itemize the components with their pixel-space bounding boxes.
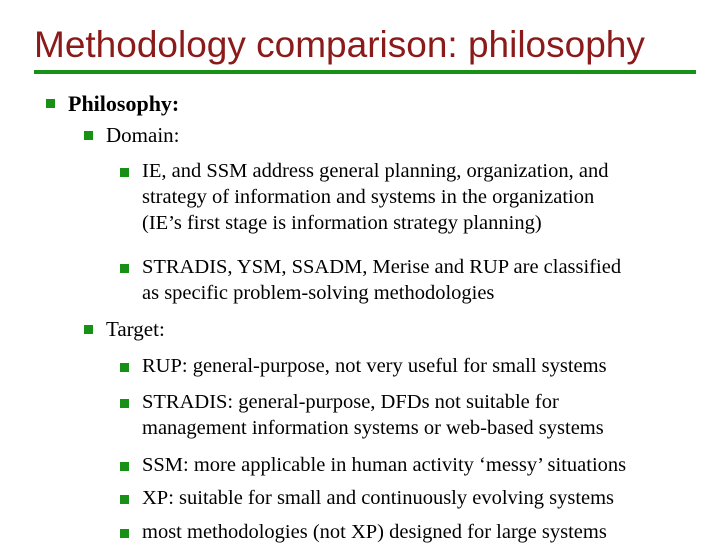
text-line: RUP: general-purpose, not very useful for small systems xyxy=(142,355,607,377)
target-point-xp xyxy=(142,485,614,511)
slide-title: Methodology comparison: philosophy xyxy=(34,24,645,65)
text-line: IE, and SSM address general planning, organization, and xyxy=(142,160,609,182)
text-line: management information systems or web-based systems xyxy=(142,417,604,439)
bullet-icon xyxy=(84,325,93,334)
bullet-icon xyxy=(120,264,129,273)
bullet-icon xyxy=(120,363,129,372)
text-line: XP: suitable for small and continuously evolving systems xyxy=(142,487,615,509)
bullet-icon xyxy=(120,495,129,504)
target-point-rup xyxy=(142,353,607,379)
bullet-icon xyxy=(120,529,129,538)
target-point-ssm xyxy=(142,452,626,478)
heading-philosophy: Philosophy: xyxy=(68,91,180,116)
subheading-domain: Domain: xyxy=(106,123,180,147)
target-point-stradis xyxy=(142,389,604,441)
bullet-icon xyxy=(120,462,129,471)
text-line: as specific problem-solving methodologies xyxy=(142,282,495,304)
text-line: most methodologies (not XP) designed for large systems xyxy=(142,521,607,543)
subheading-target: Target: xyxy=(106,317,165,341)
target-point-large-systems xyxy=(142,519,607,545)
domain-point-general xyxy=(142,158,608,236)
text-line: SSM: more applicable in human activity ‘messy’ situations xyxy=(142,454,627,476)
bullet-icon xyxy=(120,168,129,177)
bullet-icon xyxy=(46,99,55,108)
text-line: STRADIS: general-purpose, DFDs not suitable for xyxy=(142,391,559,413)
domain-point-specific xyxy=(142,254,621,306)
text-line: STRADIS, YSM, SSADM, Merise and RUP are classified xyxy=(142,256,622,278)
text-line: strategy of information and systems in the organization xyxy=(142,186,595,208)
bullet-icon xyxy=(120,399,129,408)
text-line: (IE’s first stage is information strategy planning) xyxy=(142,212,542,234)
bullet-icon xyxy=(84,131,93,140)
